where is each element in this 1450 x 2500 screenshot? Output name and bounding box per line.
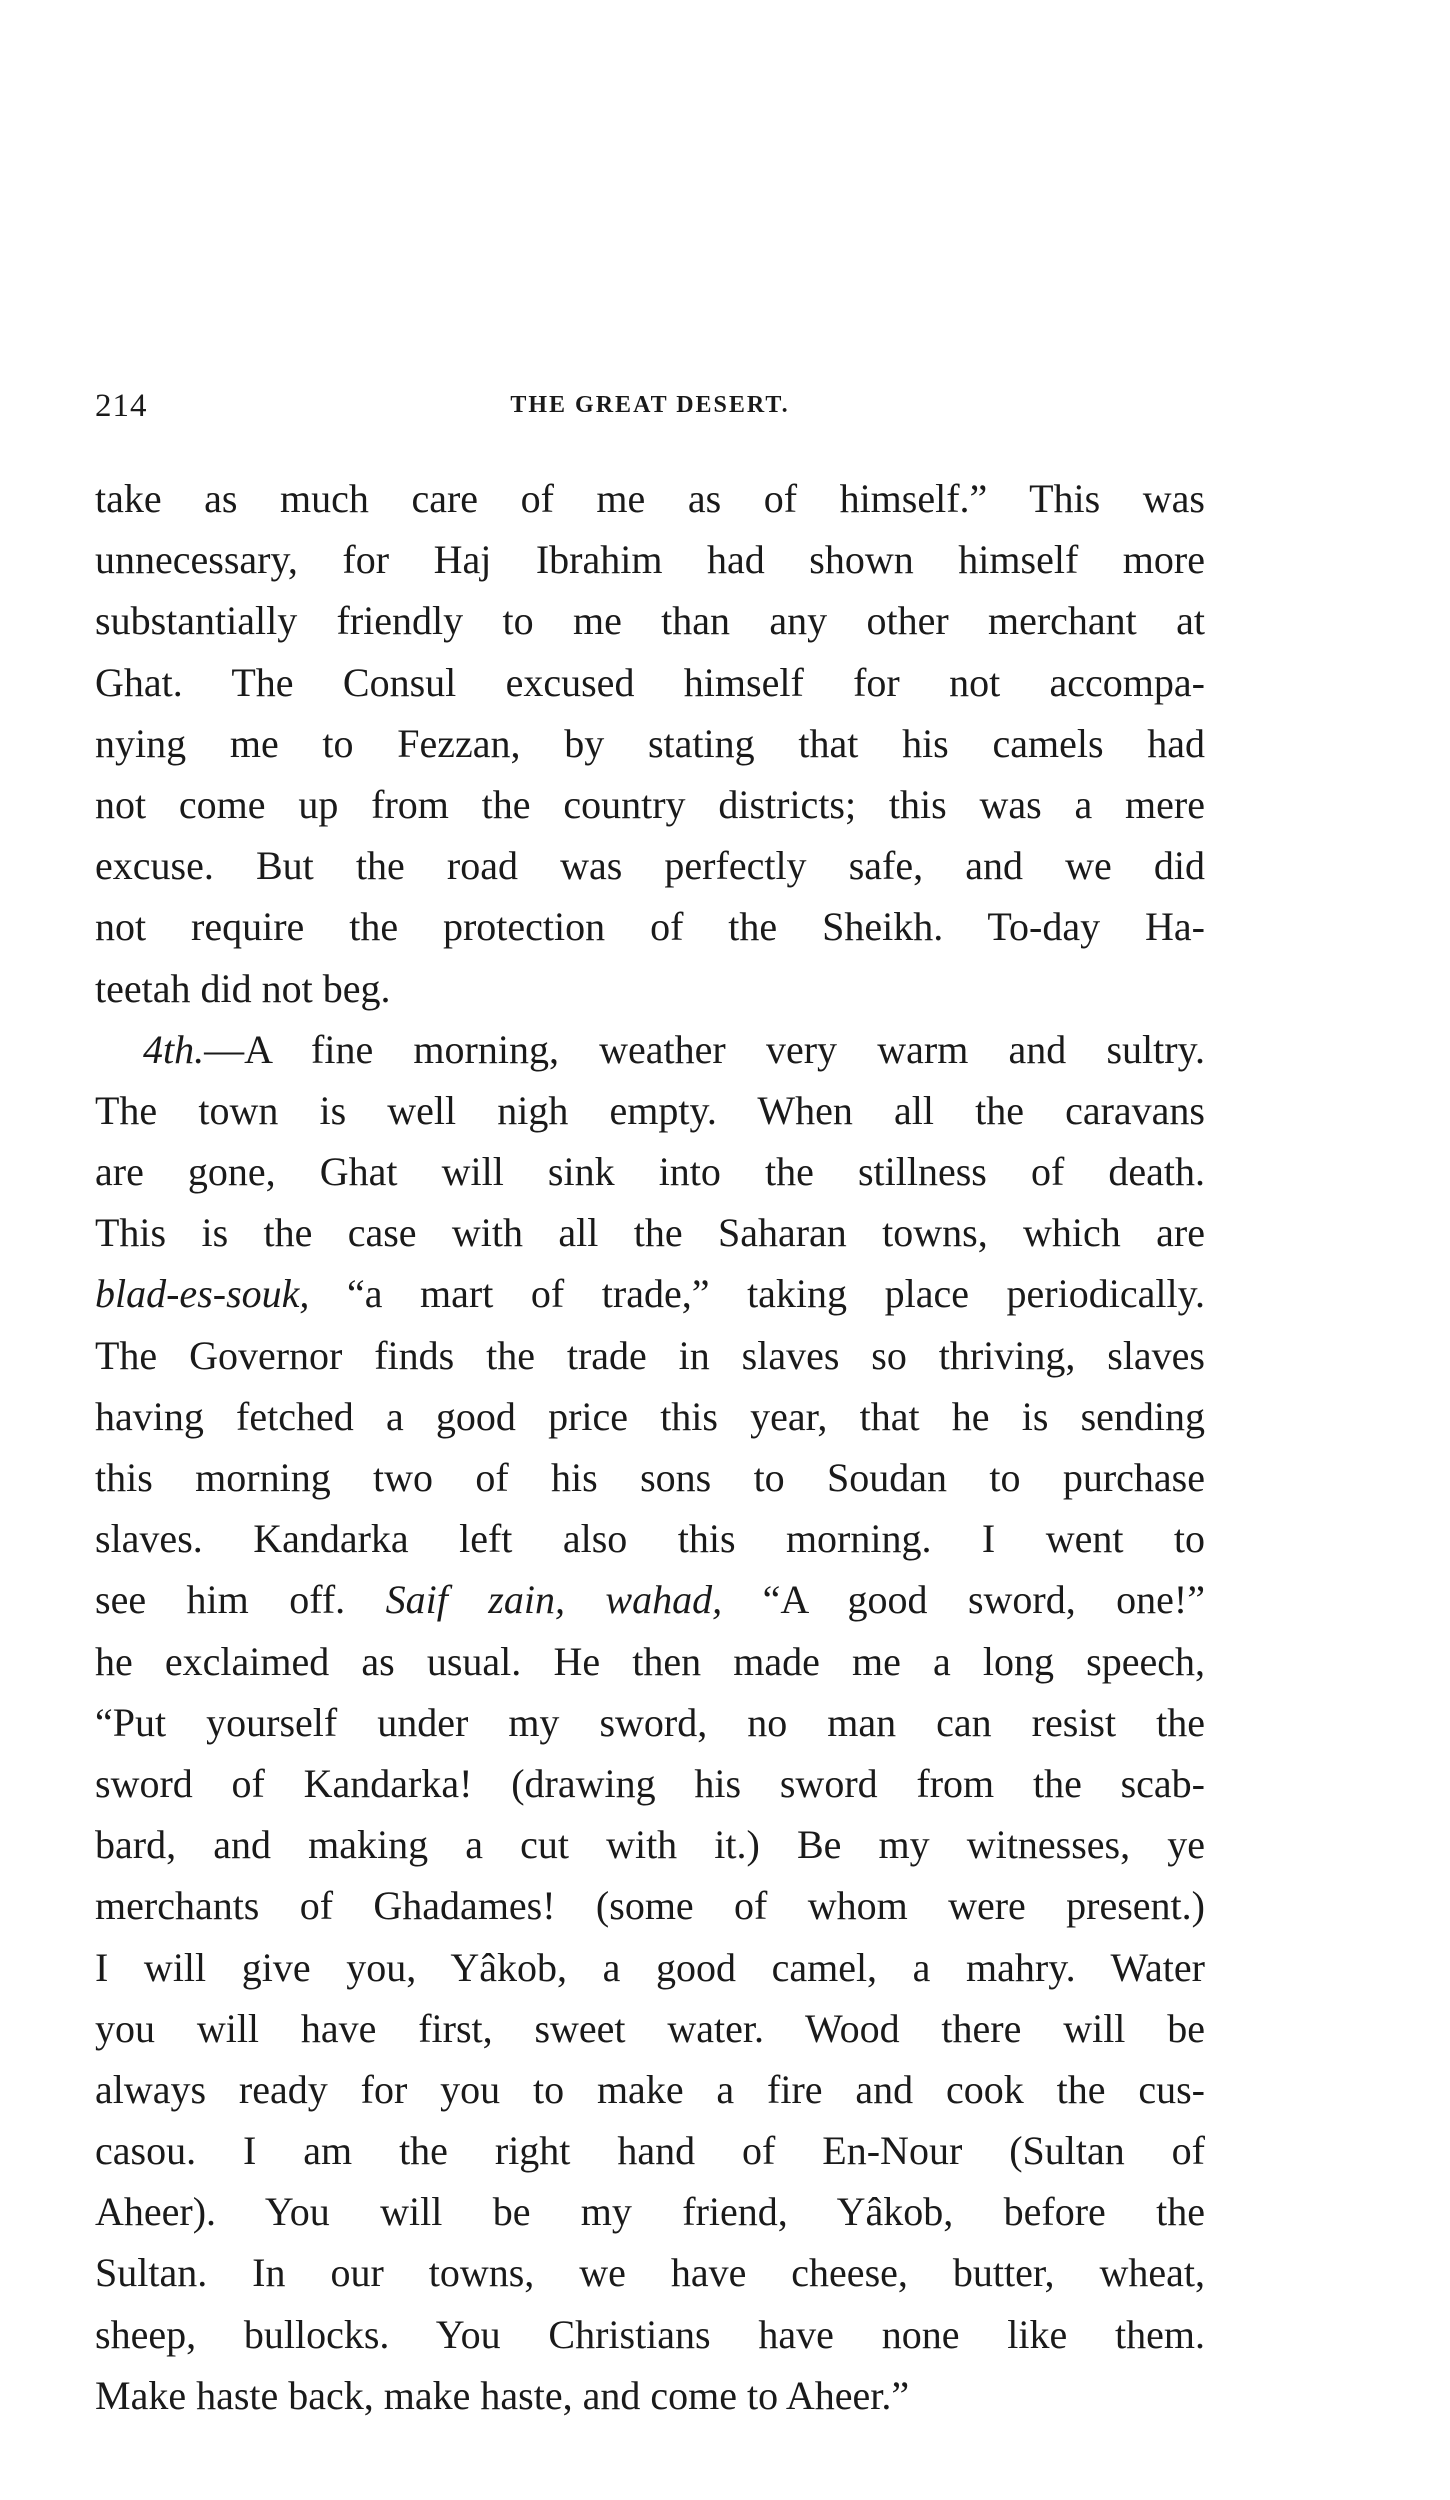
text-line: unnecessary, for Haj Ibrahim had shown himself more [95, 537, 1205, 583]
text-fragment: “A good sword, one!” [722, 1577, 1206, 1623]
text-line: Aheer). You will be my friend, Yâkob, before the [95, 2189, 1205, 2235]
text-fragment: —A fine morning, weather very warm and sultry. [204, 1026, 1205, 1072]
text-line: are gone, Ghat will sink into the stillness of death. [95, 1149, 1205, 1195]
text-line [95, 1019, 1205, 1080]
text-line: casou. I am the right hand of En-Nour (Sultan of [95, 2128, 1205, 2174]
text-line: sheep, bullocks. You Christians have none like them. [95, 2311, 1205, 2357]
text-fragment: see him off. [95, 1577, 386, 1623]
page-number: 214 [95, 388, 148, 424]
page-header [95, 388, 1205, 428]
foreign-term: Saif zain, wahad, [385, 1577, 723, 1623]
foreign-term: blad-es-souk, [95, 1271, 310, 1317]
text-line: “Put yourself under my sword, no man can resist the [95, 1699, 1205, 1745]
text-line: having fetched a good price this year, that he is sending [95, 1393, 1205, 1439]
running-title: THE GREAT DESERT. [510, 392, 790, 418]
text-line: This is the case with all the Saharan towns, which are [95, 1210, 1205, 1256]
text-line: excuse. But the road was perfectly safe, and we did [95, 843, 1205, 889]
text-line: bard, and making a cut with it.) Be my witnesses, ye [95, 1822, 1205, 1868]
date-entry: 4th. [143, 1026, 205, 1072]
text-line: always ready for you to make a fire and cook the cus- [95, 2066, 1205, 2112]
text-line: Ghat. The Consul excused himself for not accompa- [95, 659, 1205, 705]
text-line: I will give you, Yâkob, a good camel, a mahry. Water [95, 1944, 1205, 1990]
text-line: take as much care of me as of himself.” This was [95, 476, 1205, 521]
text-line: slaves. Kandarka left also this morning. I went to [95, 1516, 1205, 1562]
text-fragment: “a mart of trade,” taking place periodically. [309, 1271, 1205, 1317]
text-line [95, 1569, 1205, 1630]
text-line: substantially friendly to me than any other merchant at [95, 598, 1205, 644]
text-line: he exclaimed as usual. He then made me a long speech, [95, 1638, 1205, 1684]
text-line [95, 1263, 1205, 1324]
text-line: not come up from the country districts; this was a mere [95, 781, 1205, 827]
text-line: The Governor finds the trade in slaves so thriving, slaves [95, 1332, 1205, 1378]
text-line: teetah did not beg. [95, 965, 391, 1011]
text-line: Sultan. In our towns, we have cheese, butter, wheat, [95, 2250, 1205, 2296]
text-line: Make haste back, make haste, and come to Aheer.” [95, 2372, 910, 2418]
text-line: you will have first, sweet water. Wood there will be [95, 2005, 1205, 2051]
text-line: sword of Kandarka! (drawing his sword from the scab- [95, 1760, 1205, 1806]
text-line: merchants of Ghadames! (some of whom were present.) [95, 1883, 1205, 1929]
body-text [95, 468, 1205, 2426]
text-line: not require the protection of the Sheikh. To-day Ha- [95, 904, 1205, 950]
text-line: this morning two of his sons to Soudan to purchase [95, 1455, 1205, 1500]
text-line: nying me to Fezzan, by stating that his camels had [95, 720, 1205, 766]
text-line: The town is well nigh empty. When all the caravans [95, 1087, 1205, 1133]
